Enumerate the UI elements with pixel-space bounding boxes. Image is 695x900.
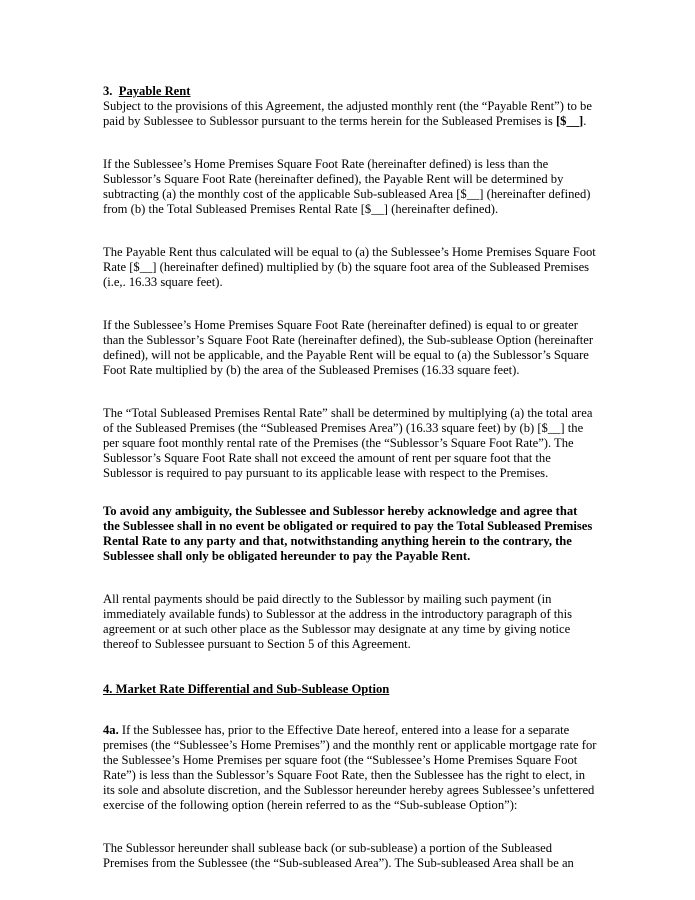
text-line: of the Subleased Premises (the “Subleased Premises Area”) (16.33 square feet) by (b) [$__] the: [103, 421, 584, 435]
paragraph-payable-rent-calculated: [103, 245, 603, 290]
text-line: thereof to Sublessee pursuant to Section 5 of this Agreement.: [103, 637, 411, 651]
text-line: If the Sublessee’s Home Premises Square Foot Rate (hereinafter defined) is equal to or greater: [103, 318, 578, 332]
paragraph-4a: [103, 723, 603, 813]
paragraph-ambiguity-acknowledgement: [103, 504, 603, 564]
section-3-number: 3.: [103, 84, 113, 98]
text-line: the Sublessee’s Home Premises per square foot (the “Sublessee’s Home Premises Square Foot: [103, 753, 578, 767]
paragraph-total-rental-rate: [103, 406, 603, 481]
text-line: defined), will not be applicable, and the Payable Rent will be equal to (a) the Sublessor’s Square: [103, 348, 589, 362]
text-line: Subject to the provisions of this Agreement, the adjusted monthly rent (the “Payable Rent”) to be: [103, 99, 592, 113]
text-line: If the Sublessee’s Home Premises Square Foot Rate (hereinafter defined) is less than the: [103, 157, 549, 171]
text-line: The “Total Subleased Premises Rental Rate” shall be determined by multiplying (a) the total area: [103, 406, 593, 420]
text-line: (i.e,. 16.33 square feet).: [103, 275, 223, 289]
text-line: Foot Rate multiplied by (b) the area of the Subleased Premises (16.33 square feet).: [103, 363, 520, 377]
paragraph-rate-equal-or-greater: [103, 318, 603, 378]
section-4-heading: 4. Market Rate Differential and Sub-Sublease Option: [103, 682, 390, 696]
paragraph-rental-payments: [103, 592, 603, 652]
text-line: The Payable Rent thus calculated will be equal to (a) the Sublessee’s Home Premises Square Foot: [103, 245, 596, 259]
text-line: [103, 114, 603, 129]
text-line: Sublessee shall only be obligated hereunder to pay the Payable Rent.: [103, 549, 471, 563]
section-3-title: Payable Rent: [118, 84, 191, 98]
text-line: Sublessor’s Square Foot Rate shall not exceed the amount of rent per square foot that the: [103, 451, 551, 465]
text-line: Rate”) is less than the Sublessor’s Square Foot Rate, then the Sublessee has the right to elect, in: [103, 768, 586, 782]
paragraph-payable-rent-intro: [103, 99, 603, 129]
text-line: premises (the “Sublessee’s Home Premises”) and the monthly rent or applicable mortgage rate for: [103, 738, 597, 752]
text-line: All rental payments should be paid directly to the Sublessor by mailing such payment (in: [103, 592, 552, 606]
text-line: [103, 723, 603, 738]
text-span: If the Sublessee has, prior to the Effective Date hereof, entered into a lease for a separate: [118, 723, 570, 737]
text-line: the Sublessee shall in no event be obligated or required to pay the Total Subleased Premises: [103, 519, 593, 533]
text-line: subtracting (a) the monthly cost of the applicable Sub-subleased Area [$__] (hereinafter defined): [103, 187, 591, 201]
text-line: immediately available funds) to Sublessor at the address in the introductory paragraph of this: [103, 607, 572, 621]
text-line: from (b) the Total Subleased Premises Rental Rate [$__] (hereinafter defined).: [103, 202, 499, 216]
document-body: [103, 84, 603, 871]
paragraph-rate-less-than: [103, 157, 603, 217]
text-line: agreement or at such other place as the Sublessor may designate at any time by giving notice: [103, 622, 571, 636]
text-line: Sublessor’s Square Foot Rate (hereinafter defined), the Payable Rent will be determined by: [103, 172, 564, 186]
section-3-heading: [103, 84, 603, 99]
text-line: Rental Rate to any party and that, notwithstanding anything herein to the contrary, the: [103, 534, 572, 548]
paragraph-sub-sublease: [103, 841, 603, 871]
text-line: To avoid any ambiguity, the Sublessee and Sublessor hereby acknowledge and agree that: [103, 504, 578, 518]
text-line: exercise of the following option (herein referred to as the “Sub-sublease Option”):: [103, 798, 518, 812]
text-line: than the Sublessor’s Square Foot Rate (hereinafter defined), the Sub-sublease Option (hereinafter: [103, 333, 594, 347]
amount-placeholder: [$__]: [555, 114, 584, 128]
text-line: its sole and absolute discretion, and the Sublessor hereunder hereby agrees Sublessee’s unfettered: [103, 783, 595, 797]
text-span: .: [583, 114, 587, 128]
text-span: paid by Sublessee to Sublessor pursuant to the terms herein for the Subleased Premises is: [103, 114, 556, 128]
clause-label: 4a.: [103, 723, 119, 737]
text-line: Premises from the Sublessee (the “Sub-subleased Area”). The Sub-subleased Area shall be an: [103, 856, 574, 870]
text-line: The Sublessor hereunder shall sublease back (or sub-sublease) a portion of the Subleased: [103, 841, 553, 855]
text-line: Rate [$__] (hereinafter defined) multiplied by (b) the square foot area of the Subleased Premises: [103, 260, 590, 274]
text-line: per square foot monthly rental rate of the Premises (the “Sublessor’s Square Foot Rate”). The: [103, 436, 574, 450]
text-line: Sublessor is required to pay pursuant to its applicable lease with respect to the Premises.: [103, 466, 549, 480]
